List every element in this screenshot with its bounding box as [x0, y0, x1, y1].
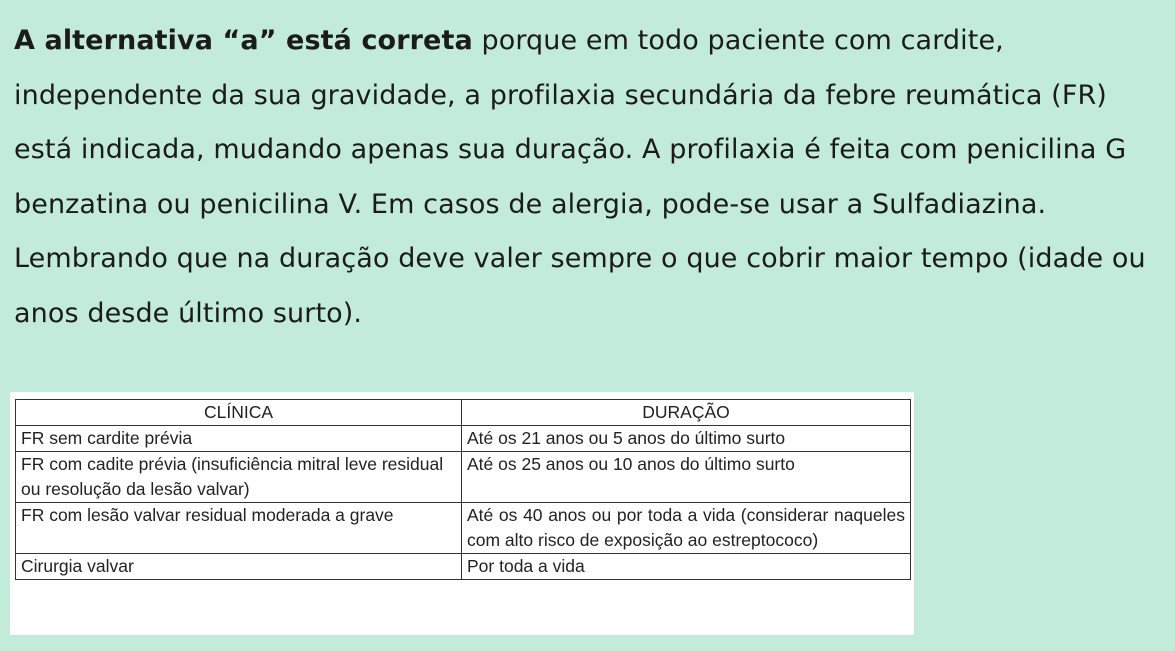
cell-clinica: FR sem cardite prévia — [16, 426, 462, 452]
prophylaxis-table-image — [10, 392, 914, 635]
cell-duracao: Até os 25 anos ou 10 anos do último surto — [462, 452, 911, 503]
explanation-paragraph — [14, 14, 1164, 341]
cell-clinica: FR com cadite prévia (insuficiência mitral leve residual ou resolução da lesão valvar) — [16, 452, 462, 503]
cell-clinica: Cirurgia valvar — [16, 554, 462, 580]
prophylaxis-duration-table — [15, 399, 911, 580]
table-row — [16, 426, 911, 452]
table-row — [16, 503, 911, 554]
cell-duracao: Por toda a vida — [462, 554, 911, 580]
cell-duracao: Até os 40 anos ou por toda a vida (considerar naqueles com alto risco de exposição ao estreptococo) — [462, 503, 911, 554]
table-row — [16, 452, 911, 503]
header-clinica: CLÍNICA — [16, 400, 462, 426]
table-header-row — [16, 400, 911, 426]
bold-lead: A alternativa “a” está correta — [14, 25, 473, 56]
table-row — [16, 554, 911, 580]
cell-duracao: Até os 21 anos ou 5 anos do último surto — [462, 426, 911, 452]
paragraph-body: porque em todo paciente com cardite, independente da sua gravidade, a profilaxia secundária da febre reumática (FR) está indicada, mudando apenas sua duração. A profilaxia é feita com penicilina G benzatina ou penicilina V. Em casos de alergia, pode-se usar a Sulfadiazina. Lembrando que na duração deve valer sempre o que cobrir maior tempo (idade ou anos desde último surto). — [14, 25, 1146, 329]
header-duracao: DURAÇÃO — [462, 400, 911, 426]
cell-clinica: FR com lesão valvar residual moderada a grave — [16, 503, 462, 554]
